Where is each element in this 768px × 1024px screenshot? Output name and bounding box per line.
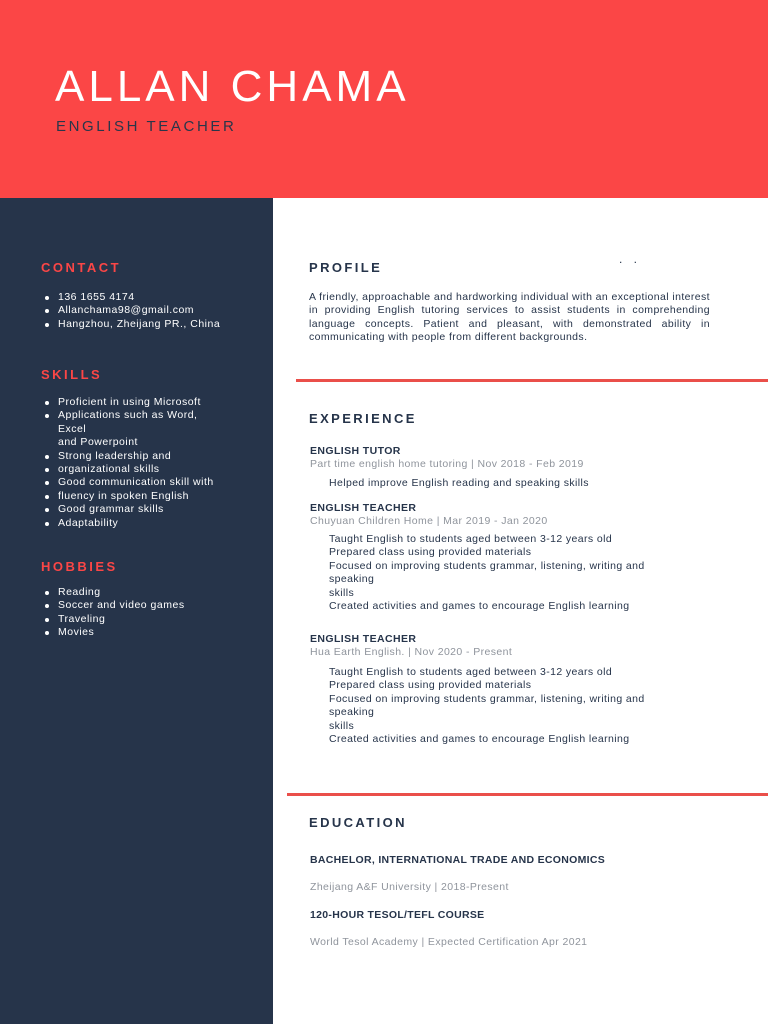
job-details [329,533,709,613]
section-divider [287,793,768,796]
list-item: Prepared class using provided materials [329,679,532,692]
education-course: 120-HOUR TESOL/TEFL COURSE [310,909,485,921]
candidate-name: ALLAN CHAMA [55,62,410,111]
list-item: fluency in spoken English [41,490,256,503]
profile-heading: PROFILE [309,260,383,275]
experience-heading: EXPERIENCE [309,411,417,426]
skills-heading: SKILLS [41,367,103,382]
skills-list [41,396,256,530]
section-divider [296,379,768,382]
contact-heading: CONTACT [41,260,122,275]
list-item: speaking [329,706,375,719]
list-item: Taught English to students aged between 3-12 years old [329,666,613,678]
list-item: Created activities and games to encourage English learning [329,733,630,746]
list-item: and Powerpoint [58,436,138,449]
job-details [329,477,709,490]
list-item: speaking [329,573,375,586]
decorative-dots: . . [619,252,642,266]
list-item: Created activities and games to encourage English learning [329,600,630,613]
candidate-role: ENGLISH TEACHER [56,118,237,135]
list-item: Soccer and video games [41,599,256,612]
job-title: ENGLISH TUTOR [310,445,401,457]
education-institution: World Tesol Academy | Expected Certification Apr 2021 [310,936,588,948]
list-item: Adaptability [41,517,256,530]
list-item: Reading [41,586,256,599]
contact-email: Allanchama98@gmail.com [41,304,256,317]
list-item: Focused on improving students grammar, listening, writing and [329,692,645,705]
list-item: Good communication skill with [41,476,256,489]
hobbies-heading: HOBBIES [41,559,118,574]
list-item: Traveling [41,613,256,626]
job-title: ENGLISH TEACHER [310,502,417,514]
profile-text: A friendly, approachable and hardworking individual with an exceptional interest in providing English tutoring services to assist students in comprehending language concepts. Patient and pleasant, with demonstrated ability in communicating with people from different backgrounds. [309,291,710,344]
list-item: Helped improve English reading and speaking skills [329,477,589,489]
job-title: ENGLISH TEACHER [310,633,417,645]
contact-list [41,291,256,331]
list-item: Applications such as Word, [41,409,256,422]
contact-phone: 136 1655 4174 [41,291,256,304]
list-item: Proficient in using Microsoft [41,396,256,409]
header-band [0,0,768,198]
list-item: skills [329,719,355,732]
education-heading: EDUCATION [309,815,407,830]
contact-location: Hangzhou, Zheijang PR., China [41,318,256,331]
list-item: Movies [41,626,256,639]
job-subtitle: Chuyuan Children Home | Mar 2019 - Jan 2020 [310,515,548,527]
list-item: Strong leadership and [41,450,256,463]
list-item: Taught English to students aged between 3-12 years old [329,533,613,545]
hobbies-list [41,586,256,640]
list-item: skills [329,586,355,599]
list-item: organizational skills [41,463,256,476]
list-item: Focused on improving students grammar, listening, writing and [329,559,645,572]
list-item: Excel [58,422,87,435]
education-degree: BACHELOR, INTERNATIONAL TRADE AND ECONOMICS [310,854,606,866]
job-subtitle: Hua Earth English. | Nov 2020 - Present [310,646,513,658]
list-item: Good grammar skills [41,503,256,516]
job-details [329,666,709,746]
list-item: Prepared class using provided materials [329,546,532,559]
job-subtitle: Part time english home tutoring | Nov 2018 - Feb 2019 [310,458,584,470]
education-institution: Zheijang A&F University | 2018-Present [310,881,509,893]
